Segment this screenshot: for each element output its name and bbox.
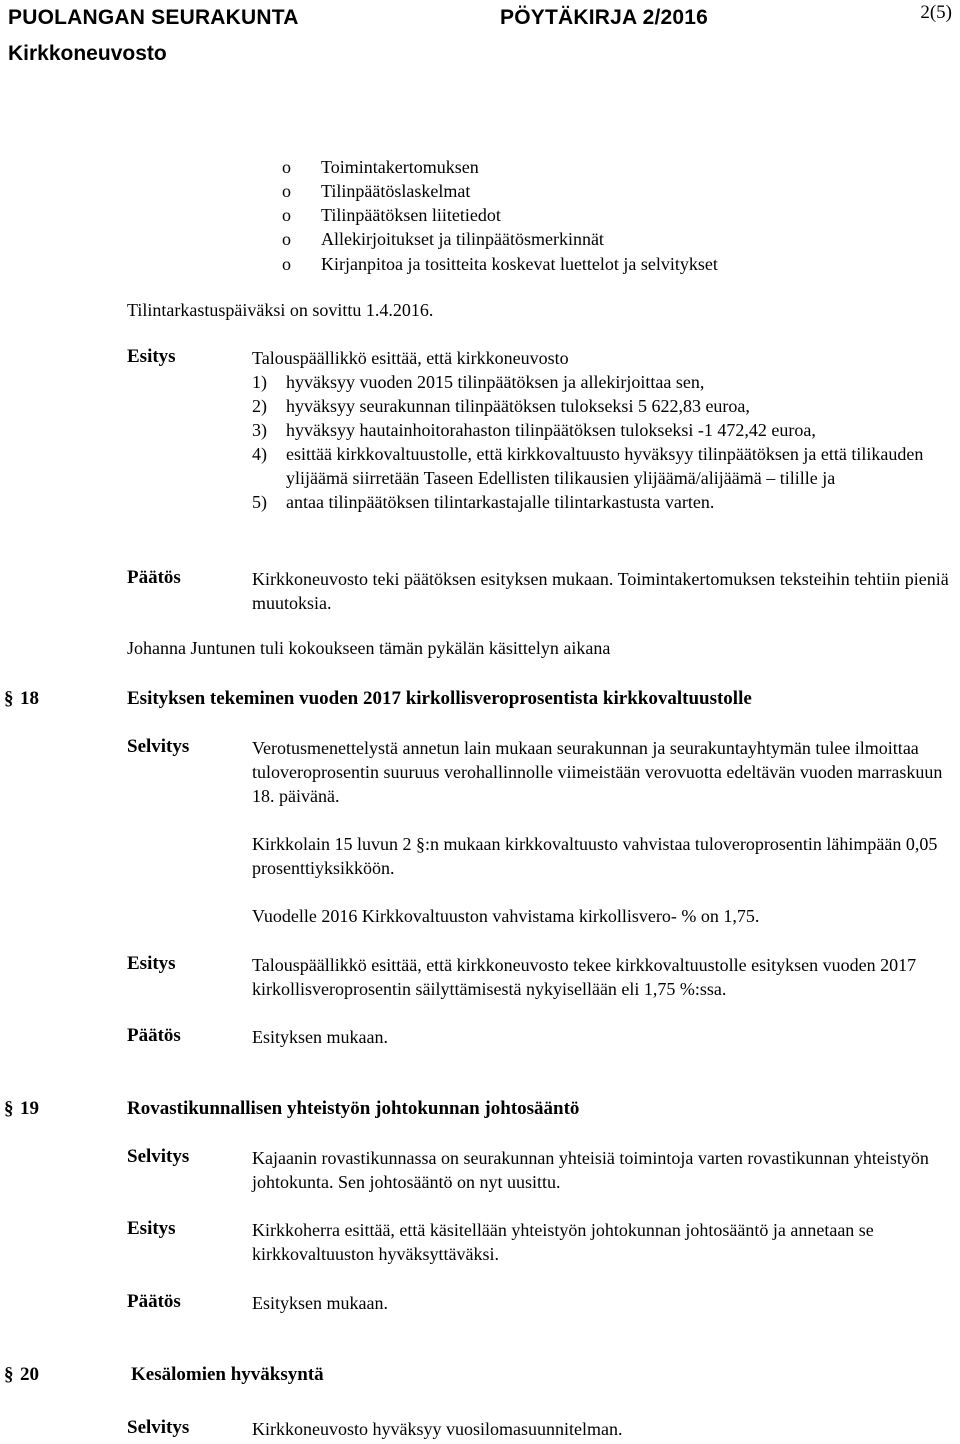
list-number: 4)	[252, 444, 267, 464]
paragraph: Kirkkolain 15 luvun 2 §:n mukaan kirkkovaltuusto vahvistaa tuloveroprosentin lähimpään 0,05 prosenttiyksikköön.	[252, 834, 938, 878]
attendance-note: Johanna Juntunen tuli kokoukseen tämän pykälän käsittelyn aikana	[127, 638, 611, 658]
section-symbol: §	[4, 1364, 14, 1385]
section-number: 19	[20, 1098, 39, 1119]
section-symbol: §	[4, 1098, 14, 1119]
esitys-text: Talouspäällikkö esittää, että kirkkoneuvosto tekee kirkkovaltuustolle esityksen vuoden 2017 kirkollisveroprosentin säilyttämisestä nykyisellään eli 1,75 %:ssa.	[252, 955, 917, 999]
section-number: 18	[20, 688, 39, 709]
label-paatos: Päätös	[127, 567, 181, 588]
bullet-marker: o	[282, 181, 291, 201]
bullet-marker: o	[282, 205, 291, 225]
label-selvitys: Selvitys	[127, 1146, 190, 1167]
esitys-list	[252, 370, 956, 514]
list-number: 2)	[252, 396, 267, 416]
list-item	[252, 442, 956, 490]
section-title: Rovastikunnallisen yhteistyön johtokunnan johtosääntö	[127, 1098, 580, 1119]
list-number: 5)	[252, 492, 267, 512]
header-body-name: Kirkkoneuvosto	[8, 42, 167, 65]
label-paatos: Päätös	[127, 1291, 181, 1312]
label-paatos: Päätös	[127, 1025, 181, 1046]
list-item-text: hyväksyy seurakunnan tilinpäätöksen tulokseksi 5 622,83 euroa,	[286, 396, 750, 416]
intro-note: Tilintarkastuspäiväksi on sovittu 1.4.2016.	[127, 300, 434, 320]
bullet-marker: o	[282, 254, 291, 274]
selvitys-text: Kirkkoneuvosto hyväksyy vuosilomasuunnitelman.	[252, 1419, 623, 1439]
list-item-text: Allekirjoitukset ja tilinpäätösmerkinnät	[321, 229, 604, 249]
list-item-text: Tilinpäätöslaskelmat	[321, 181, 471, 201]
list-item	[252, 418, 956, 442]
section-title: Kesälomien hyväksyntä	[131, 1364, 324, 1385]
section-number: 20	[20, 1364, 39, 1385]
paatos-text: Esityksen mukaan.	[252, 1293, 388, 1313]
paragraph: Verotusmenettelystä annetun lain mukaan seurakunnan ja seurakuntayhtymän tulee ilmoittaa tuloveroprosentin suuruus verohallinnolle viimeistään verovuotta edeltävän vuoden marraskuun 18. päivänä.	[252, 738, 943, 806]
bullet-marker: o	[282, 229, 291, 249]
selvitys-text: Kajaanin rovastikunnassa on seurakunnan yhteisiä toimintoja varten rovastikunnan yhteistyön johtokunta. Sen johtosääntö on nyt uusittu.	[252, 1148, 929, 1192]
header-organization: PUOLANGAN SEURAKUNTA	[8, 6, 299, 29]
list-item-text: antaa tilinpäätöksen tilintarkastajalle tilintarkastusta varten.	[286, 492, 715, 512]
selvitys-text	[252, 736, 956, 928]
list-item-text: Kirjanpitoa ja tositteita koskevat luettelot ja selvitykset	[321, 254, 718, 274]
esitys-text: Kirkkoherra esittää, että käsitellään yhteistyön johtokunnan johtosääntö ja annetaan se kirkkovaltuuston hyväksyttäväksi.	[252, 1220, 874, 1264]
section-title: Esityksen tekeminen vuoden 2017 kirkollisveroprosentista kirkkovaltuustolle	[127, 688, 752, 709]
section-symbol: §	[4, 688, 14, 709]
label-esitys: Esitys	[127, 953, 176, 974]
list-item-text: hyväksyy hautainhoitorahaston tilinpäätöksen tulokseksi -1 472,42 euroa,	[286, 420, 816, 440]
label-esitys: Esitys	[127, 346, 176, 367]
list-item	[252, 370, 956, 394]
esitys-text	[252, 346, 956, 514]
list-item-text: Tilinpäätöksen liitetiedot	[321, 205, 501, 225]
label-esitys: Esitys	[127, 1218, 176, 1239]
esitys-intro: Talouspäällikkö esittää, että kirkkoneuvosto	[252, 348, 569, 368]
paatos-text: Kirkkoneuvosto teki päätöksen esityksen mukaan. Toimintakertomuksen teksteihin tehtiin pieniä muutoksia.	[252, 569, 949, 613]
paatos-text: Esityksen mukaan.	[252, 1027, 388, 1047]
bullet-marker: o	[282, 157, 291, 177]
paragraph: Vuodelle 2016 Kirkkovaltuuston vahvistama kirkollisvero- % on 1,75.	[252, 906, 760, 926]
label-selvitys: Selvitys	[127, 1417, 190, 1438]
label-selvitys: Selvitys	[127, 736, 190, 757]
header-document-title: PÖYTÄKIRJA 2/2016	[500, 6, 709, 29]
list-number: 1)	[252, 372, 267, 392]
page-number: 2(5)	[920, 2, 952, 23]
list-number: 3)	[252, 420, 267, 440]
list-item-text: esittää kirkkovaltuustolle, että kirkkovaltuusto hyväksyy tilinpäätöksen ja että tilikauden ylijäämä siirretään Taseen Edellisten tilikausien ylijäämä/alijäämä – tilille ja	[286, 444, 924, 488]
list-item	[252, 394, 956, 418]
list-item	[252, 490, 956, 514]
list-item-text: Toimintakertomuksen	[321, 157, 479, 177]
list-item-text: hyväksyy vuoden 2015 tilinpäätöksen ja allekirjoittaa sen,	[286, 372, 705, 392]
